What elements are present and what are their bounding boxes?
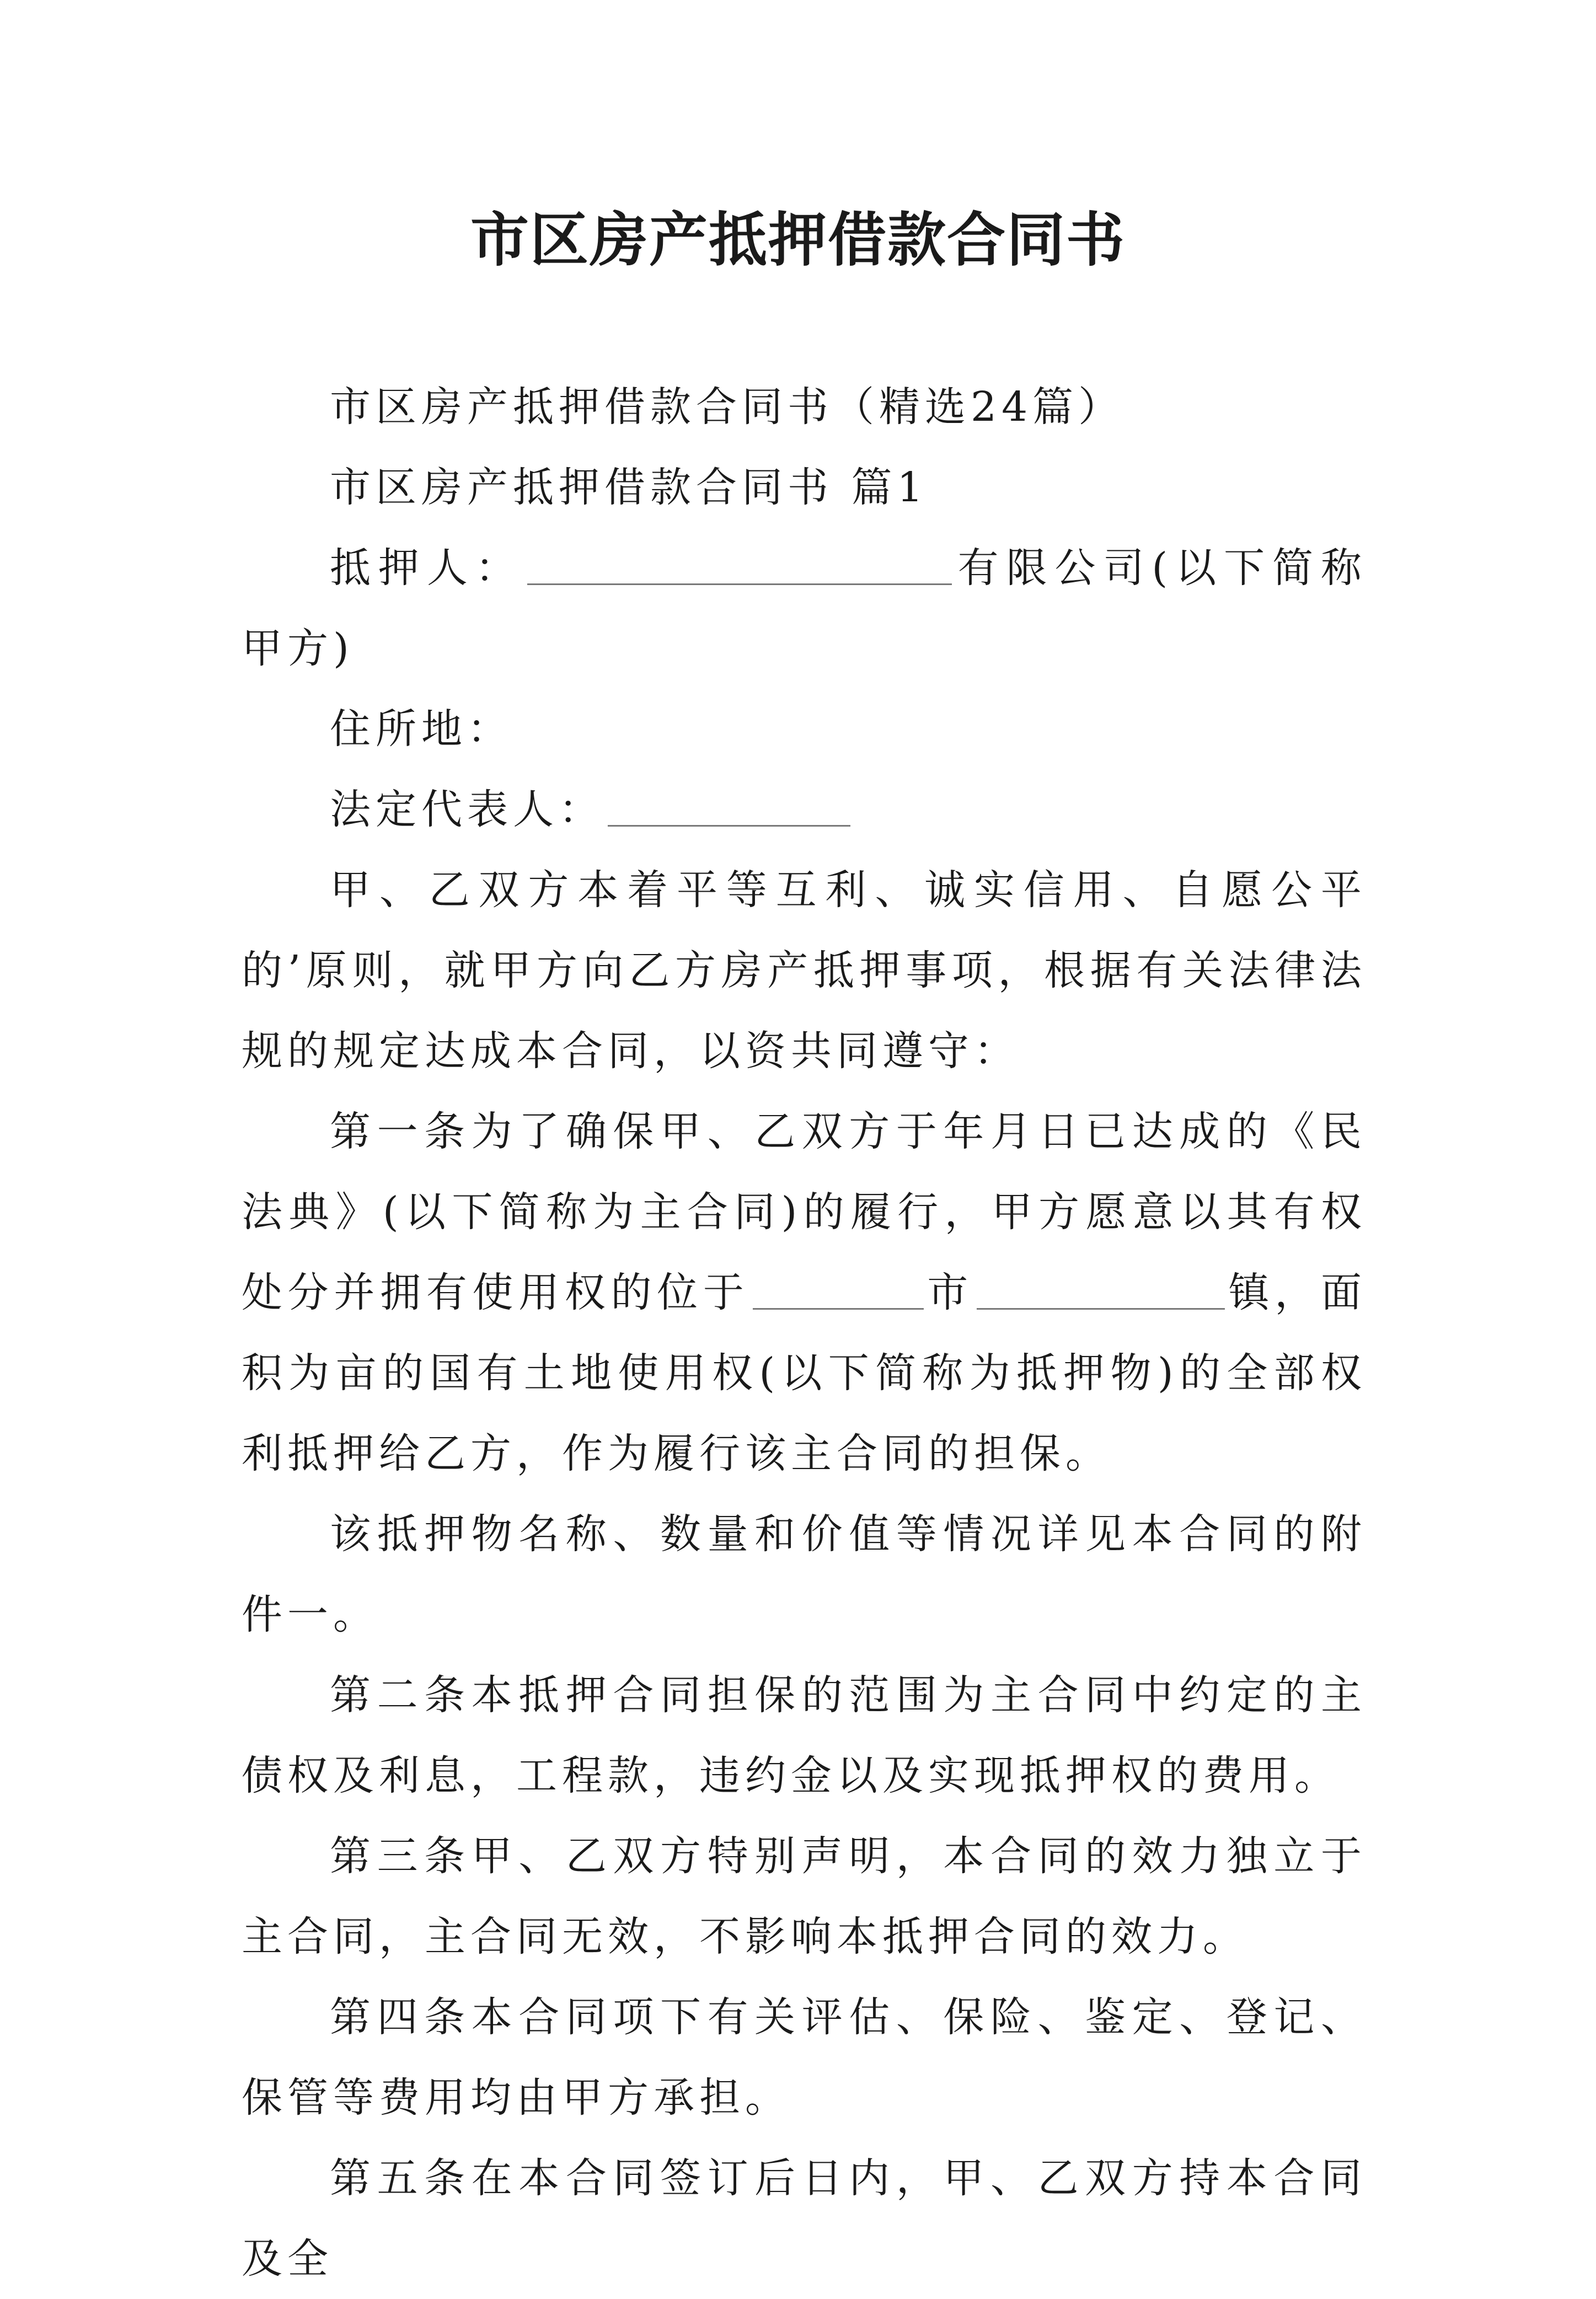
mortgagor-blank: [527, 540, 952, 585]
legal-rep-blank: [608, 782, 850, 827]
paragraph-section-heading: 市区房产抵押借款合同书 篇1: [330, 464, 928, 511]
paragraph-article-4: 第四条本合同项下有关评估、保险、鉴定、登记、保管等费用均由甲方承担。: [242, 1993, 1367, 2121]
paragraph-mortgagor: [242, 528, 1367, 689]
paragraph-annex-note: 该抵押物名称、数量和价值等情况详见本合同的附件一。: [242, 1510, 1367, 1638]
paragraph-address: 住所地：: [330, 705, 513, 753]
article-1-text-a: 第一条为了确保甲、乙双方于年月日已达成的《民法典》(以下简称为主合同)的履行，甲方愿意以其有权处分并拥有使用权的位于: [242, 1108, 1367, 1316]
paragraph-legal-rep: [242, 769, 1367, 850]
document-body: [242, 367, 1367, 2299]
legal-rep-label: 法定代表人：: [330, 786, 604, 833]
article-1-text-b: 市: [926, 1269, 973, 1316]
mortgagor-label: 抵押人：: [330, 544, 524, 592]
paragraph-preamble: 甲、乙双方本着平等互利、诚实信用、自愿公平的’原则，就甲方向乙方房产抵押事项，根据有关法律法规的规定达成本合同，以资共同遵守：: [242, 866, 1367, 1075]
paragraph-article-3: 第三条甲、乙双方特别声明，本合同的效力独立于主合同，主合同无效，不影响本抵押合同的效力。: [242, 1832, 1367, 1960]
paragraph-article-2: 第二条本抵押合同担保的范围为主合同中约定的主债权及利息，工程款，违约金以及实现抵押权的费用。: [242, 1671, 1367, 1799]
paragraph-article-1: [242, 1091, 1367, 1494]
paragraph-subtitle: 市区房产抵押借款合同书（精选24篇）: [330, 383, 1124, 431]
city-blank: [753, 1265, 924, 1310]
town-blank: [977, 1265, 1225, 1310]
mortgagor-suffix: 有限公司(以下简称甲方): [242, 544, 1367, 672]
document-title: 市区房产抵押借款合同书: [470, 205, 1126, 274]
paragraph-article-5: 第五条在本合同签订后日内，甲、乙双方持本合同及全: [242, 2155, 1367, 2282]
article-1-text-c: 镇，面积为亩的国有土地使用权(以下简称为抵押物)的全部权利抵押给乙方，作为履行该主合同的担保。: [242, 1269, 1367, 1477]
